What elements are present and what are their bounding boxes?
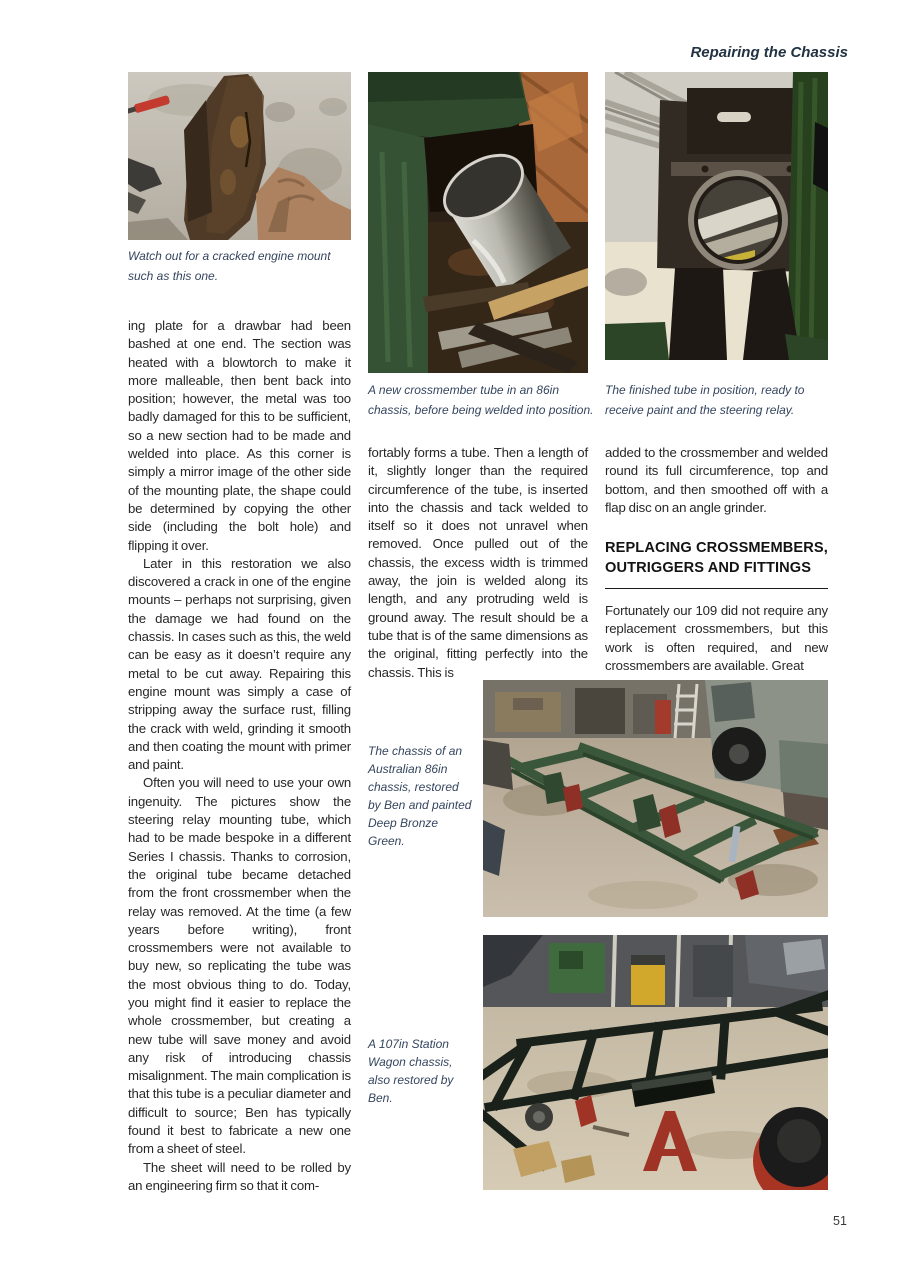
photo-finished-tube [605, 72, 828, 360]
photo-107in-chassis [483, 935, 828, 1190]
section-heading: REPLACING CROSSMEMBERS, OUTRIGGERS AND FITTINGS [605, 538, 828, 589]
86in-chassis-illustration [483, 680, 828, 917]
photo-new-tube [368, 72, 588, 373]
new-tube-illustration [368, 72, 588, 373]
body-paragraph: The sheet will need to be rolled by an engineering firm so that it com- [128, 1159, 351, 1193]
body-paragraph: Later in this restoration we also discovered a crack in one of the engine mounts – perhaps not surprising, given the damage we had found on the chassis. In cases such as this, the weld can be easy as it doesn’t require any metal to be cut away. Repairing this engine mount was simply a case of stripping away the surface rust, filling the crack with weld, grinding it smooth and then coating the mount with primer and paint. [128, 555, 351, 773]
body-paragraph: ing plate for a drawbar had been bashed at one end. The section was heated with a blowtorch to make it more malleable, then bent back into position; however, the metal was too badly damaged for this to be sufficient, so a new section had to be made and welded into place. As this corner is simply a mirror image of the other side of the mounting plate, the shape could be determined by copying the other side (including the bolt hole) and flipping it over. [128, 318, 351, 553]
107in-chassis-illustration [483, 935, 828, 1190]
caption-engine-mount: Watch out for a cracked engine mount such as this one. [128, 249, 331, 283]
column-middle [368, 444, 588, 682]
caption-107in-chassis: A 107in Station Wagon chassis, also restored by Ben. [368, 1037, 454, 1105]
caption-86in-chassis: The chassis of an Australian 86in chassis, restored by Ben and painted Deep Bronze Green. [368, 744, 472, 848]
finished-tube-illustration [605, 72, 828, 360]
page-number: 51 [833, 1214, 847, 1228]
body-paragraph: added to the crossmember and welded round its full circumference, top and bottom, and then smoothed off with a flap disc on an angle grinder. [605, 445, 828, 515]
body-paragraph: Often you will need to use your own ingenuity. The pictures show the steering relay mounting tube, which had to be made bespoke in a different Series I chassis. Thanks to corrosion, the original tube became detached from the front crossmember when the relay was removed. At the time (a few years before writing), front crossmembers were not available to buy new, so replicating the tube was the most obvious thing to do. Today, you might find it easier to replace the whole crossmember, but creating a new tube will save money and avoid any risk of introducing chassis misalignment. The main complication is that this tube is a peculiar diameter and difficult to source; Ben has typically found it best to fabricate a new one from a sheet of steel. [128, 775, 351, 1157]
body-paragraph: Fortunately our 109 did not require any replacement crossmembers, but this work is often required, and new crossmembers are available. Great [605, 603, 828, 674]
photo-86in-chassis [483, 680, 828, 917]
column-right [605, 444, 828, 675]
photo-engine-mount [128, 72, 351, 240]
caption-new-tube: A new crossmember tube in an 86in chassis, before being welded into position. [368, 383, 594, 417]
running-head: Repairing the Chassis [690, 44, 848, 61]
body-paragraph: fortably forms a tube. Then a length of it, slightly longer than the required circumference of the tube, is inserted into the chassis and tack welded to itself so it does not unravel when removed. Once pulled out of the chassis, the excess width is trimmed away, the join is welded along its length, and any protruding weld is ground away. The result should be a tube that is of the same dimensions as the original, fitting perfectly into the chassis. This is [368, 445, 588, 680]
column-left [128, 317, 351, 1222]
caption-finished-tube: The finished tube in position, ready to receive paint and the steering relay. [605, 383, 805, 417]
engine-mount-illustration [128, 72, 351, 240]
